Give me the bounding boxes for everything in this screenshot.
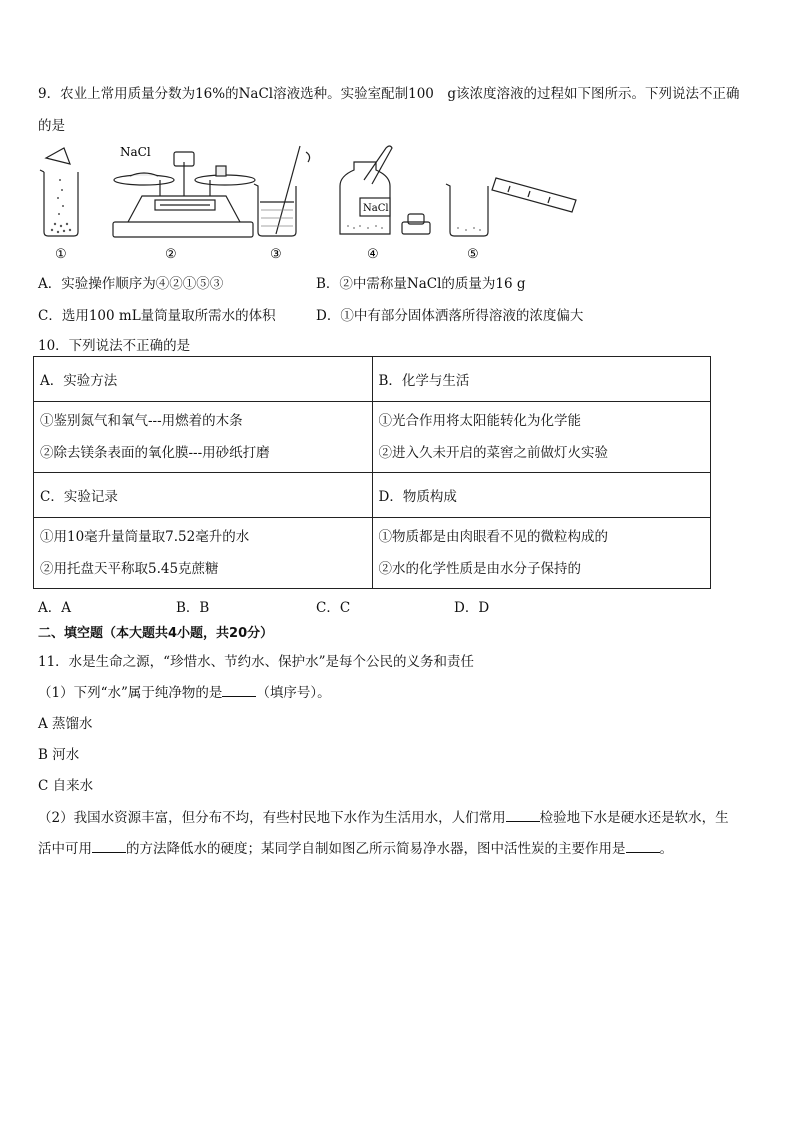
beaker-with-paper-icon [40,148,78,236]
q11-part2-line1 [38,806,729,826]
q11-part1-text: （1）下列“水”属于纯净物的是 [38,685,223,701]
q9-option-a: A．实验操作顺序为④②①⑤③ [38,276,224,292]
cell-c-item-1: ①用10毫升量筒量取7.52毫升的水 [40,529,250,545]
beaker-with-cylinder-icon [446,178,576,236]
q11-part2-text-e: 。 [659,841,673,857]
q11-part2-line2 [38,837,673,857]
nacl-label: NaCl [120,145,151,159]
cell-d-head: D．物质构成 [372,473,711,518]
step-label-3: ③ [270,247,282,262]
q10-stem: 10．下列说法不正确的是 [38,338,191,354]
q11-part2-text-a: （2）我国水资源丰富，但分布不均，有些村民地下水作为生活用水，人们常用 [38,810,506,826]
beaker-stirring-icon [254,146,310,236]
cell-c-item-2: ②用托盘天平称取5.45克蔗糖 [40,561,219,577]
q9-stem-line1: 9．农业上常用质量分数为16%的NaCl溶液选种。实验室配制100 g该浓度溶液的过程如下图所示。下列说法不正确 [38,86,740,102]
q9-experiment-figure [30,140,590,265]
q10-answer-a: A．A [38,600,71,616]
q10-answer-c: C．C [316,600,351,616]
q11-part1 [38,681,331,701]
q10-answer-d: D．D [454,600,490,616]
step-label-5: ⑤ [467,247,479,262]
q9-option-c: C．选用100 mL量筒量取所需水的体积 [38,308,276,324]
q9-stem-line2: 的是 [38,118,65,134]
step-label-1: ① [55,247,67,262]
q11-part2-text-d: 的方法降低水的硬度；某同学自制如图乙所示简易净水器，图中活性炭的主要作用是 [126,841,626,857]
q11-part1-tail: （填序号）。 [256,685,331,701]
answer-blank[interactable] [92,840,126,853]
q11-option-b: B 河水 [38,747,80,763]
cell-d-item-1: ①物质都是由肉眼看不见的微粒构成的 [378,529,608,545]
bottle-label: NaCl [363,203,389,214]
cell-b-item-2: ②进入久未开启的菜窖之前做灯火实验 [378,445,608,461]
q9-option-d: D．①中有部分固体洒落所得溶液的浓度偏大 [316,308,584,324]
q11-option-a: A 蒸馏水 [38,716,93,732]
step-label-4: ④ [367,247,379,262]
cell-d-body [372,518,711,589]
answer-blank[interactable] [222,684,256,697]
answer-blank[interactable] [626,840,660,853]
q10-table [33,356,711,589]
cell-c-head: C．实验记录 [34,473,373,518]
q9-option-b: B．②中需称量NaCl的质量为16 g [316,276,526,292]
cell-a-item-1: ①鉴别氮气和氧气---用燃着的木条 [40,413,243,429]
q11-stem: 11．水是生命之源，“珍惜水、节约水、保护水”是每个公民的义务和责任 [38,654,474,670]
cell-a-item-2: ②除去镁条表面的氧化膜---用砂纸打磨 [40,445,270,461]
q11-part2-text-c: 活中可用 [38,841,92,857]
cell-a-head: A．实验方法 [34,357,373,402]
cell-b-item-1: ①光合作用将太阳能转化为化学能 [378,413,581,429]
q11-option-c: C 自来水 [38,778,94,794]
reagent-bottle-icon [340,146,430,234]
step-label-2: ② [165,247,177,262]
answer-blank[interactable] [506,809,540,822]
q10-answer-b: B．B [176,600,210,616]
section-heading: 二、填空题（本大题共4小题，共20分） [38,626,274,641]
balance-scale-icon [113,152,255,237]
cell-d-item-2: ②水的化学性质是由水分子保持的 [378,561,581,577]
cell-c-body [34,518,373,589]
q11-part2-text-b: 检验地下水是硬水还是软水，生 [539,810,729,826]
cell-a-body [34,402,373,473]
cell-b-head: B．化学与生活 [372,357,711,402]
cell-b-body [372,402,711,473]
